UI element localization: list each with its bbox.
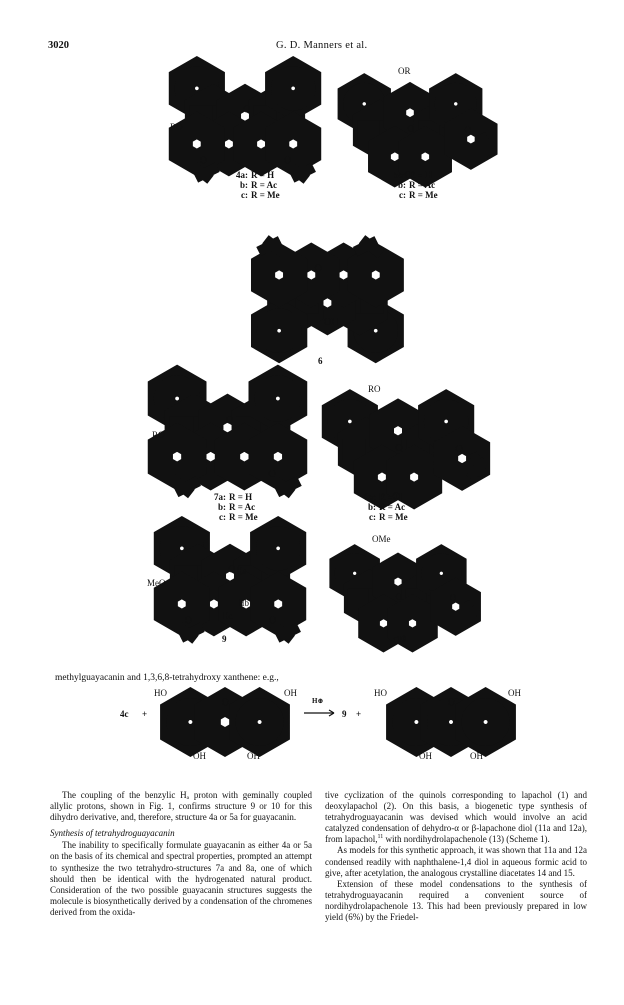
structure-6-label: 6 xyxy=(318,356,323,366)
label-key: c: xyxy=(399,190,406,200)
reactant-oh-bottom-left: OH xyxy=(193,751,206,761)
reactant-ho: HO xyxy=(154,688,167,698)
svg-text:O xyxy=(243,104,250,115)
svg-text:O xyxy=(396,592,403,602)
structure-4-diagram xyxy=(170,68,320,168)
svg-text:O xyxy=(226,416,234,427)
xanthene-reactant-diagram xyxy=(172,690,278,752)
structure-4-labels xyxy=(228,170,280,200)
label-value: R = Me xyxy=(379,512,408,522)
left-column xyxy=(50,790,312,918)
label-value: R = H xyxy=(409,170,433,180)
right-paragraph-1-end: with nordihydrolapachenole (13) (Scheme 1). xyxy=(383,834,550,845)
svg-text:O xyxy=(284,155,291,166)
structure-5-diagram xyxy=(335,74,485,169)
svg-text:O xyxy=(314,263,321,274)
structure-9-substituent-hb: Hb xyxy=(238,598,249,608)
reaction-arrow xyxy=(302,704,338,718)
structure-8-diagram xyxy=(318,390,478,490)
structure-8-substituent: RO xyxy=(368,384,381,394)
structure-5-labels xyxy=(386,170,438,200)
svg-text:O xyxy=(407,124,414,135)
label-value: R = Me xyxy=(229,512,258,522)
right-column xyxy=(325,790,587,923)
label-value: R = Me xyxy=(409,190,438,200)
label-key: 8a: xyxy=(364,492,376,502)
svg-text:O xyxy=(222,698,229,709)
label-value: R = Ac xyxy=(229,502,256,512)
svg-text:O xyxy=(448,698,455,709)
structure-5-substituent: OR xyxy=(398,66,411,76)
label-value: R = Ac xyxy=(379,502,406,512)
right-paragraph-1 xyxy=(325,790,587,845)
label-key: b: xyxy=(397,180,406,190)
running-header-authors: G. D. Manners et al. xyxy=(276,40,368,51)
right-paragraph-2: As models for this synthetic approach, it was shown that 11a and 12a condensed readily with naphthalene-1,4 diol in aqueous formic acid to give, after acetylation, the analogous crystalline diacetates 14 and 15. xyxy=(325,845,587,878)
page-number: 3020 xyxy=(48,40,69,51)
structure-7-substituent: RO xyxy=(152,430,165,440)
svg-text:O xyxy=(200,155,207,166)
svg-text:O xyxy=(269,615,276,626)
structure-9-substituent-ha: Ha xyxy=(236,566,247,576)
structure-8-labels xyxy=(356,492,408,522)
left-paragraph-1: The coupling of the benzylic Hₐ proton with geminally coupled allylic protons, shown in Fig. 1, confirms structure 9 or 10 for this dihydro derivative, and, therefore, structure 4a or 5a for guayacanin. xyxy=(50,790,312,823)
structure-4-substituent: RO xyxy=(170,122,183,132)
label-value: R = Ac xyxy=(251,180,278,190)
svg-text:O xyxy=(185,615,192,626)
structure-10-label: 10 xyxy=(397,634,406,644)
label-key: 4a: xyxy=(236,170,248,180)
structure-6-diagram xyxy=(245,210,395,340)
reactant-oh-bottom-right: OH xyxy=(247,751,260,761)
svg-text:O xyxy=(450,593,457,603)
label-key: c: xyxy=(241,190,248,200)
structure-7-labels xyxy=(206,492,258,522)
svg-text:O xyxy=(465,125,472,136)
structure-10-substituent: OMe xyxy=(372,534,391,544)
label-key: b: xyxy=(367,502,376,512)
structure-9-substituent-meo: MeO xyxy=(147,578,166,588)
svg-text:O xyxy=(455,444,462,455)
label-key: c: xyxy=(219,512,226,522)
reactant-oh-top: OH xyxy=(284,688,297,698)
product-ho: HO xyxy=(374,688,387,698)
label-key: 7a: xyxy=(214,492,226,502)
equation-plus: + xyxy=(142,709,148,719)
product-oh-top: OH xyxy=(508,688,521,698)
label-key: c: xyxy=(369,512,376,522)
svg-text:O xyxy=(228,564,235,575)
label-value: R = H xyxy=(251,170,275,180)
equation-reactant: 4c xyxy=(120,709,129,719)
structure-9-label: 9 xyxy=(222,634,227,644)
label-value: R = H xyxy=(229,492,253,502)
right-paragraph-3: Extension of these model condensations to the synthesis of tetrahydroguayacanin required a convenient source of nordihydrolapachenole 13. This had been previously prepared in low yield (6%) by the Friedel- xyxy=(325,878,587,923)
equation-product: 9 xyxy=(342,709,347,719)
structure-7-diagram xyxy=(150,372,305,487)
svg-text:O xyxy=(395,443,402,454)
product-oh-bottom-right: OH xyxy=(470,751,483,761)
svg-text:OH xyxy=(324,317,339,328)
product-oh-bottom-left: OH xyxy=(419,751,432,761)
svg-text:O xyxy=(268,469,276,480)
label-value: R = Ac xyxy=(409,180,436,190)
structure-10-diagram xyxy=(318,545,478,635)
left-paragraph-2: The inability to specifically formulate guayacanin as either 4a or 5a on the basis of its chemical and spectral properties, prompted an attempt to synthesize the two tetrahydro-structures 7a and 8a, one of which should then be identical with the hydrogenated natural product. Consideration of the two possible guayacanin structures suggests the molecule is biosynthetically derived by a condensation of the chromenes derived from the oxida- xyxy=(50,840,312,917)
label-key: b: xyxy=(217,502,226,512)
right-paragraph-1-text: tive cyclization of the quinols corresponding to lapachol (1) and deoxylapachol (2). On this basis, a biogenetic type synthesis of tetrahydroguayacanin was devised which would involve an acid catalyzed condensation of dehydro-α or β-lapachone diol (11a and 12a), from lapachol, xyxy=(325,790,587,845)
arrow-reagent: H⊕ xyxy=(312,697,324,705)
equation-lead-text: methylguayacanin and 1,3,6,8-tetrahydroxy xanthene: e.g., xyxy=(55,673,279,683)
structure-9-substituent-hc: Hc xyxy=(222,611,233,621)
reference-superscript: 11 xyxy=(377,834,384,841)
label-key: b: xyxy=(239,180,248,190)
equation-plus-2: + xyxy=(356,709,362,719)
xanthylium-product-diagram xyxy=(398,690,504,752)
section-heading: Synthesis of tetrahydroguayacanin xyxy=(50,828,175,839)
label-value: R = H xyxy=(379,492,403,502)
label-value: R = Me xyxy=(251,190,280,200)
label-key: 5a: xyxy=(394,170,406,180)
